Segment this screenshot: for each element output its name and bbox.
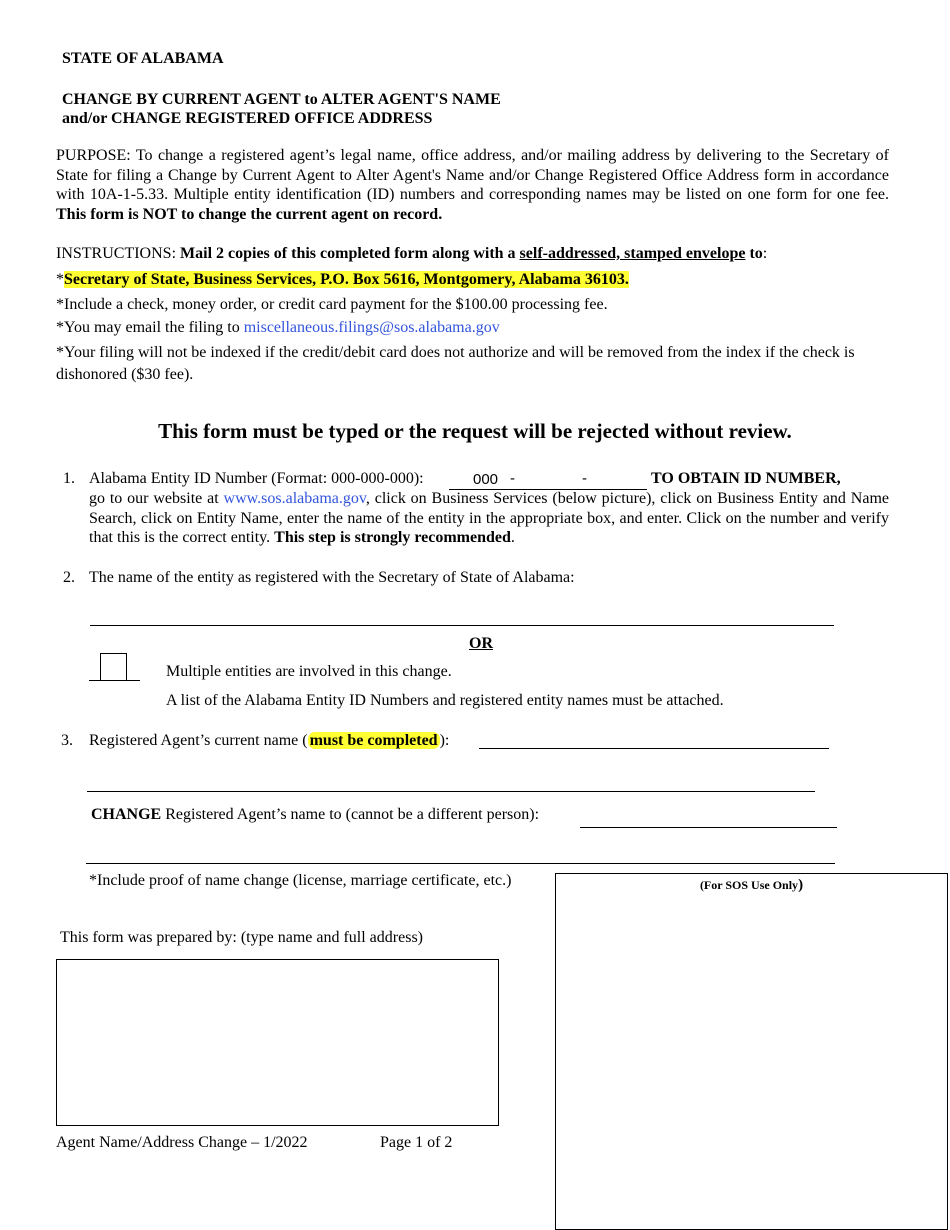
proof-note: *Include proof of name change (license, marriage certificate, etc.) [89,872,512,889]
purpose-paragraph [56,146,889,224]
obtain-id-label: TO OBTAIN ID NUMBER, [651,470,841,487]
entity-id-label: Alabama Entity ID Number (Format: 000-000-000): [89,470,424,487]
fee-line: *Include a check, money order, or credit card payment for the $100.00 processing fee. [56,296,608,313]
current-name-field-line2[interactable] [87,791,815,792]
current-name-label [89,731,449,751]
email-prefix: *You may email the filing to [56,319,244,336]
instructions-colon: : [762,245,768,262]
item1-text-after: , click on Business Services (below picture), click on Business Entity and Name Search, click on Entity Name, enter the name of the entity in the appropriate box, and enter. Click on the number and verify that this is the correct entity. [89,490,889,546]
attach-list-note: A list of the Alabama Entity ID Numbers and registered entity names must be attached. [166,692,724,709]
new-name-field-line2[interactable] [86,863,835,864]
entity-id-prefix: 000 [473,471,499,488]
instructions-label: INSTRUCTIONS: [56,245,181,262]
entity-name-label: The name of the entity as registered with the Secretary of State of Alabama: [89,569,575,586]
or-divider: OR [469,635,493,652]
item3-number: 3. [61,732,73,749]
mailing-address: Secretary of State, Business Services, P.O. Box 5616, Montgomery, Alabama 36103. [64,271,629,288]
current-name-suffix: ): [439,732,450,749]
change-bold: CHANGE [91,806,162,823]
entity-name-field[interactable] [90,625,834,626]
prepared-by-textbox[interactable] [56,959,499,1126]
change-label-text: Registered Agent’s name to (cannot be a different person): [161,806,540,823]
sos-label-text: (For SOS Use Only [699,878,799,892]
multiple-entities-label: Multiple entities are involved in this change. [166,663,452,680]
instructions-line [56,244,906,264]
typed-warning: This form must be typed or the request will be rejected without review. [158,419,792,443]
instructions-envelope: self-addressed, stamped envelope [519,245,746,262]
item1-text-before: go to our website at [89,490,224,507]
instructions-bold-2: to [745,245,763,262]
purpose-bold-note: This form is NOT to change the current agent on record. [56,205,443,223]
instructions-bold-1: Mail 2 copies of this completed form along with a [180,245,520,262]
change-name-label [91,805,539,825]
purpose-text: PURPOSE: To change a registered agent’s legal name, office address, and/or mailing address by delivering to the Secretary of State for filing a Change by Current Agent to Alter Agent's Name and/or Change Registered Office Address form in accordance with 10A-1-5.33. Multiple entity identification (ID) numbers and corresponding names may be listed on one form for one fee. [56,147,889,203]
item1-period: . [510,529,515,546]
current-name-field[interactable] [479,748,829,749]
address-star: * [56,271,64,288]
entity-id-dash-1: - [510,470,515,487]
sos-label-paren: ) [798,877,804,893]
sos-use-only-box [555,873,948,1230]
entity-id-dash-2: - [582,470,587,487]
prepared-by-label: This form was prepared by: (type name and full address) [60,929,423,946]
page-number: Page 1 of 2 [380,1134,453,1151]
must-be-completed-highlight: must be completed [309,732,438,749]
item2-number: 2. [63,569,75,586]
multiple-entities-checkbox[interactable] [100,653,127,681]
mailing-address-line [56,270,629,290]
item1-instructions [89,489,889,548]
index-warning: *Your filing will not be indexed if the credit/debit card does not authorize and will be removed from the index if the check is dishonored ($30 fee). [56,344,855,383]
form-title-line2: and/or CHANGE REGISTERED OFFICE ADDRESS [62,110,433,127]
email-link[interactable]: miscellaneous.filings@sos.alabama.gov [243,319,500,336]
email-line [56,318,500,338]
entity-id-field[interactable] [449,469,647,490]
new-name-field[interactable] [580,827,837,828]
sos-use-only-label [556,878,947,892]
item1-recommended: This step is strongly recommended [274,529,511,546]
item1-number: 1. [63,470,75,487]
sos-website-link[interactable]: www.sos.alabama.gov [223,490,366,507]
current-name-prefix: Registered Agent’s current name ( [89,732,308,749]
state-heading: STATE OF ALABAMA [62,50,224,67]
form-title-line1: CHANGE BY CURRENT AGENT to ALTER AGENT'S NAME [62,91,501,108]
form-id-footer: Agent Name/Address Change – 1/2022 [56,1134,308,1151]
